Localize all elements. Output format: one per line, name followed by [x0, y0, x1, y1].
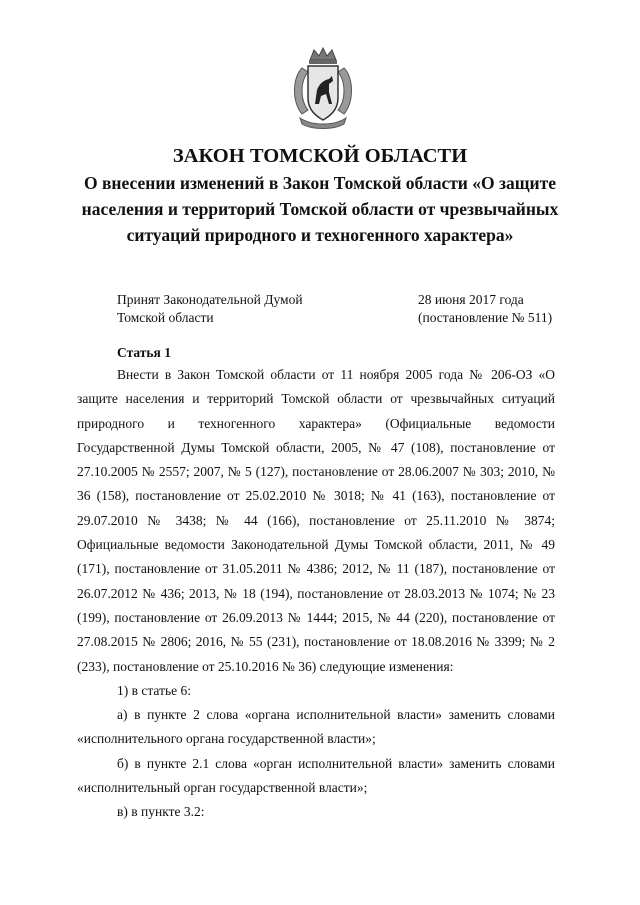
adoption-date-line-2: (постановление № 511)	[418, 310, 553, 325]
adoption-date	[418, 291, 552, 327]
coat-of-arms-icon	[288, 46, 358, 130]
paragraph-item-c: в) в пункте 3.2:	[117, 804, 205, 820]
article-heading: Статья 1	[117, 345, 171, 360]
adopted-by	[117, 291, 303, 327]
adopted-by-line-2: Томской области	[117, 310, 214, 325]
paragraph-item-a: а) в пункте 2 слова «органа исполнительной власти» заменить словами «исполнительного органа государственной власти»;	[77, 707, 555, 747]
paragraph-item-1: 1) в статье 6:	[117, 682, 191, 698]
paragraph-item-b: б) в пункте 2.1 слова «орган исполнительной власти» заменить словами «исполнительный орган государственной власти»;	[77, 755, 555, 796]
document-title-block	[60, 142, 580, 248]
document-subtitle: О внесении изменений в Закон Томской области «О защите населения и территорий Томской области от чрезвычайных ситуаций природного и техногенного характера»	[81, 173, 559, 245]
adoption-date-line-1: 28 июня 2017 года	[418, 292, 524, 307]
document-body	[77, 343, 555, 825]
adopted-by-line-1: Принят Законодательной Думой	[117, 292, 303, 307]
paragraph-intro: Внести в Закон Томской области от 11 ноября 2005 года № 206-ОЗ «О защите населения и территорий Томской области от чрезвычайных ситуаций природного и техногенного характера» (Официальные ведомости Государственной Думы Томской области, 2005, № 47 (108), постановление от 27.10.2005 № 2557; 2007, № 5 (127), постановление от 28.06.2007 № 303; 2010, № 36 (158), постановление от 25.02.2010 № 3018; № 41 (163), постановление от 29.07.2010 № 3438; № 44 (166), постановление от 25.11.2010 № 3874; Официальные ведомости Законодательной Думы Томской области, 2011, № 49 (171), постановление от 31.05.2011 № 4386; 2012, № 11 (187), постановление от 26.07.2012 № 436; 2013, № 18 (194), постановление от 28.03.2013 № 1074; № 23 (199), постановление от 26.09.2013 № 1444; 2015, № 44 (220), постановление от 27.08.2015 № 2806; 2016, № 55 (231), постановление от 18.08.2016 № 3399; № 2 (233), постановление от 25.10.2016 № 36) следующие изменения:	[77, 367, 555, 674]
document-title: ЗАКОН ТОМСКОЙ ОБЛАСТИ	[172, 145, 468, 167]
